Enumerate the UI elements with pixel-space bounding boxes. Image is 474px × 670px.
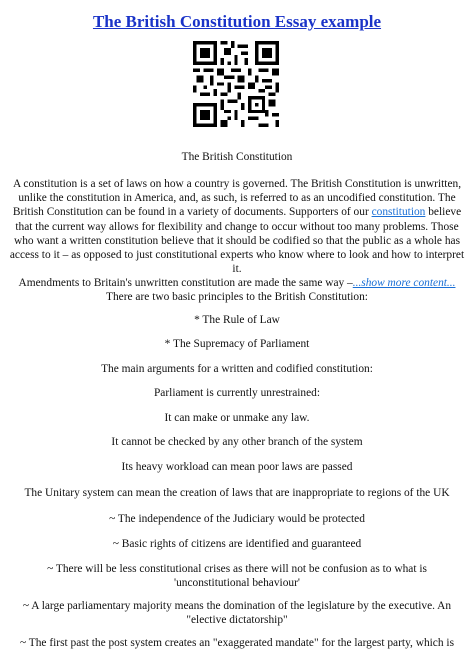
page-title[interactable]: The British Constitution Essay example [92, 12, 382, 31]
list-item: ~ A large parliamentary majority means the domination of the legislature by the executive. An "elective dictatorship" [22, 600, 452, 627]
show-more-link[interactable]: ...show more content... [352, 277, 456, 289]
list-item: It can make or unmake any law. [164, 412, 310, 424]
amendments-paragraph [8, 276, 466, 304]
list-item: ~ The first past the post system creates an "exaggerated mandate" for the largest party, which is [19, 637, 455, 649]
list-item: Parliament is currently unrestrained: [153, 387, 321, 399]
principles-text: There are two basic principles to the British Constitution: [106, 291, 368, 304]
list-item: * The Rule of Law [194, 314, 280, 326]
list-item: The Unitary system can mean the creation of laws that are inappropriate to regions of the UK [24, 487, 450, 499]
list-item: ~ The independence of the Judiciary would be protected [109, 513, 365, 525]
document-heading: The British Constitution [181, 151, 293, 163]
intro-paragraph [8, 177, 466, 276]
list-item: ~ There will be less constitutional crises as there will not be confusion as to what is 'unconstitutional behaviour' [47, 563, 427, 590]
list-item: It cannot be checked by any other branch of the system [111, 436, 363, 448]
list-item: * The Supremacy of Parliament [164, 338, 310, 350]
list-item: The main arguments for a written and codified constitution: [101, 363, 373, 375]
qr-code [193, 41, 279, 127]
list-item: Its heavy workload can mean poor laws are passed [121, 461, 353, 473]
amendments-text: Amendments to Britain's unwritten constitution are made the same way – [18, 277, 353, 289]
intro-text-before: A constitution is a set of laws on how a country is governed. The British Constitution is unwritten, unlike the constitution in America, and, as such, is referred to as an uncodified constitution. The British Constitution can be found in a variety of documents. Supporters of our [12, 178, 462, 219]
intro-text-after: believe that the current way allows for flexibility and change to occur without too many problems. Those who want a written constitution believe that it should be codified so that the public as a whole has access to it – as opposed to just constitutional experts who know where to look and how to interpret it. [9, 206, 465, 276]
list-item: ~ Basic rights of citizens are identified and guaranteed [112, 538, 362, 550]
constitution-link[interactable]: constitution [371, 206, 426, 219]
